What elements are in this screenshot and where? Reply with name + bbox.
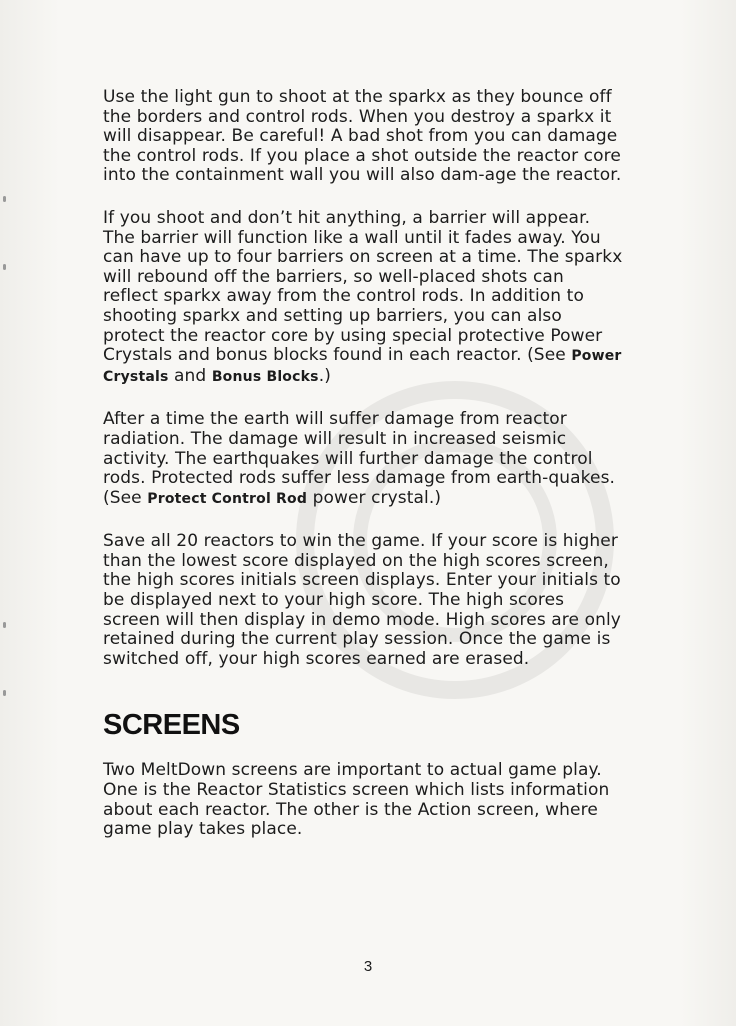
bold-reference: Power Crystals xyxy=(103,348,622,385)
text-run: If you shoot and don’t hit anything, a barrier will appear. The barrier will function like a wall until it fades away. You can have up to four barriers on screen at a time. The sparkx will rebound off the barriers, so well-placed shots can reflect sparkx away from the control rods. In addition to shooting sparkx and setting up barriers, you can also protect the reactor core by using special protective Power Crystals and bonus blocks found in each reactor. (See xyxy=(103,207,623,366)
bold-reference: Protect Control Rod xyxy=(147,490,308,507)
text-run: and xyxy=(168,365,212,386)
text-run: .) xyxy=(318,365,331,386)
margin-mark xyxy=(3,690,6,696)
margin-mark xyxy=(3,622,6,628)
body-paragraph-4 xyxy=(103,532,623,669)
text-run: Use the light gun to shoot at the sparkx as they bounce off the borders and control rods. When you destroy a sparkx it will disappear. Be careful! A bad shot from you can damage the control rods. If you place a shot outside the reactor core into the containment wall you will also dam-age the reactor. xyxy=(103,87,622,186)
bold-reference: Bonus Blocks xyxy=(211,368,319,385)
text-run: Save all 20 reactors to win the game. If your score is higher than the lowest score displayed on the high scores screen, the high scores initials screen displays. Enter your initials to be displayed next to your high score. The high scores screen will then display in demo mode. High scores are only retained during the current play session. Once the game is switched off, your high scores earned are erased. xyxy=(103,531,621,669)
section-paragraph: Two MeltDown screens are important to actual game play. One is the Reactor Statistics screen which lists information about each reactor. The other is the Action screen, where game play takes place. xyxy=(103,760,610,840)
margin-mark xyxy=(3,264,6,270)
page-number: 3 xyxy=(363,958,373,975)
body-paragraph-2 xyxy=(103,209,623,387)
text-run: power crystal.) xyxy=(307,487,442,508)
section-heading: SCREENS xyxy=(103,709,240,742)
margin-mark xyxy=(3,196,6,202)
page-content xyxy=(103,88,623,863)
text-run: After a time the earth will suffer damage from reactor radiation. The damage will result in increased seismic activity. The earthquakes will further damage the control rods. Protected rods suffer less damage from earth-quakes. (See xyxy=(103,409,616,508)
body-paragraph-1 xyxy=(103,88,623,186)
body-paragraph-3 xyxy=(103,410,623,509)
